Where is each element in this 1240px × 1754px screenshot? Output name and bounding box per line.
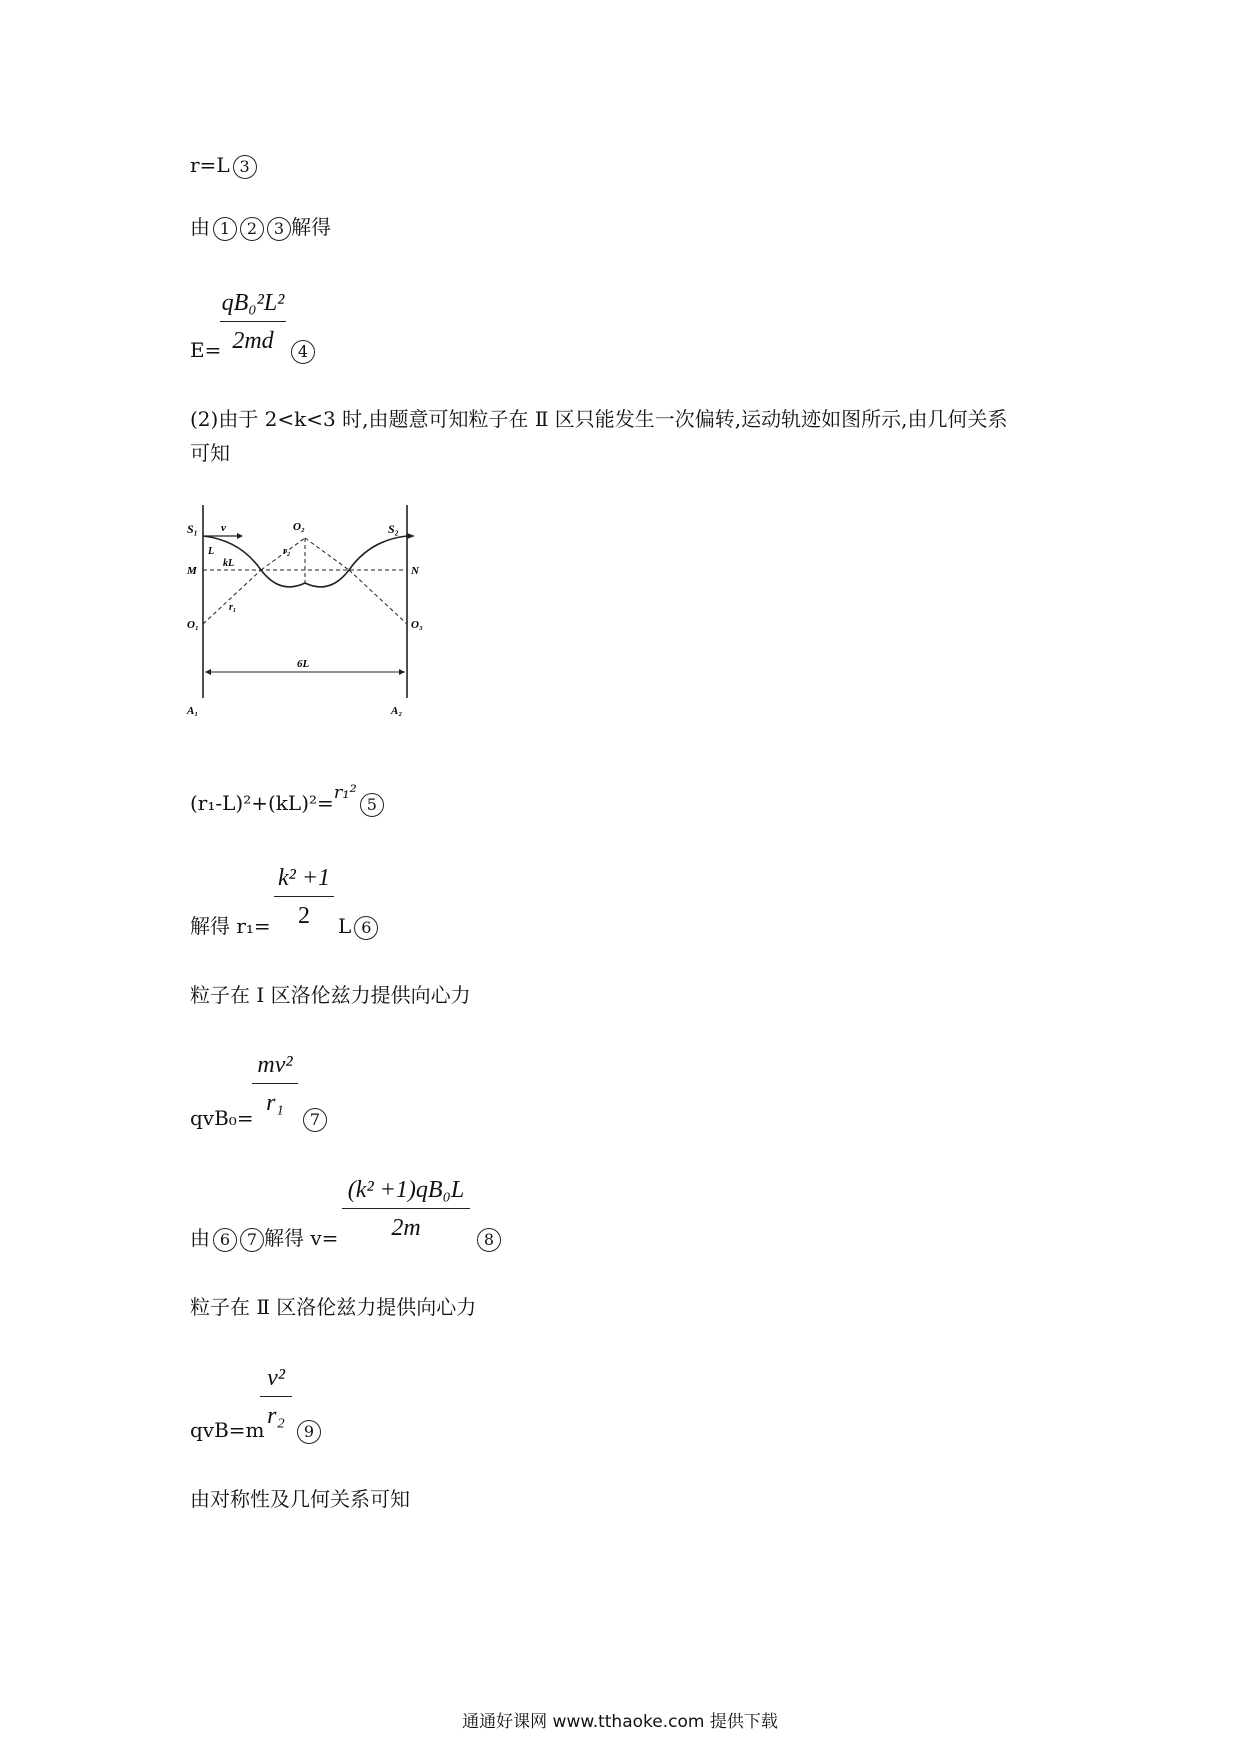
label-r2: r₂ xyxy=(283,546,291,557)
text-region-1-force: 粒子在 Ⅰ 区洛伦兹力提供向心力 xyxy=(190,983,471,1007)
trajectory-diagram xyxy=(185,500,435,720)
label-6L: 6L xyxy=(297,658,310,670)
fraction-bar xyxy=(274,896,334,897)
eq6-tail: L xyxy=(338,914,352,938)
eq-9-prefix: qvB=m xyxy=(190,1418,265,1442)
label-kL: kL xyxy=(223,558,235,569)
numerator: (k² +1)qB₀L xyxy=(347,1177,465,1203)
label-O3: O₃ xyxy=(411,619,423,631)
circled-number: 8 xyxy=(477,1228,501,1252)
paragraph-2-line-1: (2)由于 2<k<3 时,由题意可知粒子在 Ⅱ 区只能发生一次偏转,运动轨迹如图所示,由几何关系 xyxy=(190,407,1008,431)
eq-text: r=L xyxy=(190,153,230,177)
text-region-2-force: 粒子在 Ⅱ 区洛伦兹力提供向心力 xyxy=(190,1295,477,1319)
footer-source: 通通好课网 www.tthaoke.com 提供下载 xyxy=(462,1712,778,1732)
velocity-arrow-head xyxy=(237,533,243,539)
label-A1: A₁ xyxy=(187,705,199,717)
label-N: N xyxy=(411,565,419,577)
exit-arrow-head xyxy=(407,533,415,539)
eq5-left: (r₁-L)²+(kL)²= xyxy=(190,791,334,815)
radius-r1 xyxy=(203,570,261,624)
denominator: 2md xyxy=(232,328,274,354)
circled-number: 7 xyxy=(240,1228,264,1252)
denominator: r₁ xyxy=(266,1090,284,1116)
fraction-bar xyxy=(220,321,286,322)
fraction-bar xyxy=(260,1396,292,1397)
numerator: k² +1 xyxy=(277,865,331,891)
eq-E-number xyxy=(288,337,315,364)
fraction-E xyxy=(220,290,286,355)
text: 解得 v= xyxy=(264,1226,339,1250)
circled-number: 3 xyxy=(267,217,291,241)
label-L: L xyxy=(208,546,215,557)
label-O1: O₁ xyxy=(187,619,199,631)
eq-r-equals-L xyxy=(190,152,257,179)
circled-number: 6 xyxy=(354,916,378,940)
text: 由 xyxy=(190,1226,210,1250)
circled-number: 5 xyxy=(360,793,384,817)
label-S1: S₁ xyxy=(187,522,198,536)
numerator: qB₀²L² xyxy=(221,290,285,316)
label-r1: r₁ xyxy=(229,602,237,613)
eq-8-prefix xyxy=(190,1225,338,1252)
circled-number: 3 xyxy=(233,155,257,179)
dim-arrow-right xyxy=(399,669,405,675)
fraction-bar xyxy=(342,1208,470,1209)
fraction-bar xyxy=(252,1083,298,1084)
circled-number: 9 xyxy=(297,1420,321,1444)
radius-r2-right xyxy=(305,538,349,570)
fraction-v2-r2 xyxy=(260,1365,292,1430)
label-M: M xyxy=(187,565,197,577)
text: 由 xyxy=(190,215,210,239)
eq5-right: r₁² xyxy=(333,782,357,803)
label-O2: O₂ xyxy=(293,521,305,533)
eq-5 xyxy=(190,782,384,818)
numerator: v² xyxy=(267,1365,285,1391)
dim-arrow-left xyxy=(205,669,211,675)
eq-9-number xyxy=(294,1417,321,1444)
circled-number: 6 xyxy=(213,1228,237,1252)
fraction-mv2-r1 xyxy=(252,1052,298,1117)
circled-number: 2 xyxy=(240,217,264,241)
eq-7-number xyxy=(300,1105,327,1132)
denominator: 2 xyxy=(298,903,310,929)
label-A2: A₂ xyxy=(391,705,403,717)
text-symmetry: 由对称性及几何关系可知 xyxy=(190,1487,410,1511)
eq-7-prefix: qvB₀= xyxy=(190,1106,254,1130)
eq-6-tail xyxy=(338,913,378,940)
circled-number: 1 xyxy=(213,217,237,241)
text: 解得 xyxy=(291,215,331,239)
numerator: mv² xyxy=(257,1052,293,1078)
eq-6-prefix: 解得 r₁= xyxy=(190,914,271,938)
circled-number: 4 xyxy=(291,340,315,364)
radius-r3 xyxy=(349,570,407,624)
denominator: r₂ xyxy=(267,1403,285,1429)
eq-8-number xyxy=(474,1225,501,1252)
label-v: v xyxy=(221,522,226,534)
denominator: 2m xyxy=(391,1215,421,1241)
circled-number: 7 xyxy=(303,1108,327,1132)
fraction-r1 xyxy=(274,865,334,930)
fraction-v xyxy=(342,1177,470,1242)
paragraph-2-line-2: 可知 xyxy=(190,441,230,465)
label-S2: S₂ xyxy=(388,522,399,536)
solve-from-line xyxy=(190,214,331,241)
eq-E-prefix: E= xyxy=(190,338,222,362)
